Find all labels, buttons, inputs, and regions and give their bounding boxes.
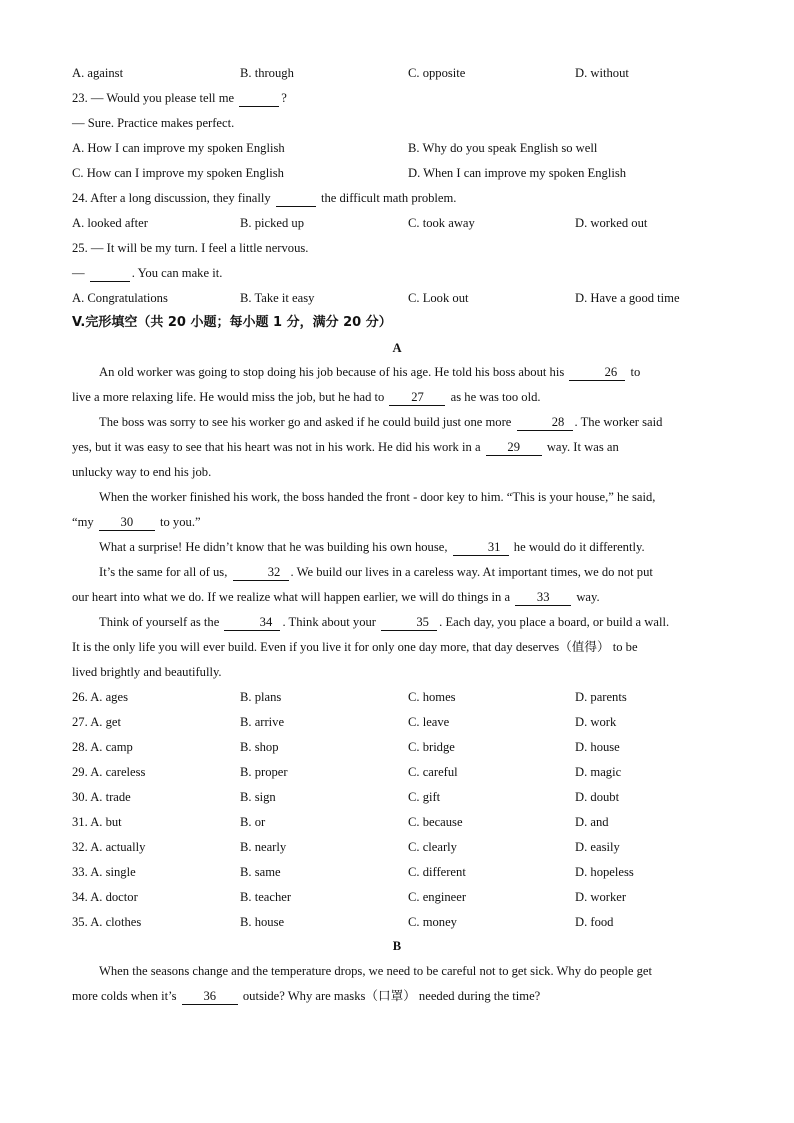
blank-26: 26 (569, 364, 625, 381)
blank-28: 28 (517, 414, 573, 431)
option-b: B. proper (240, 765, 288, 779)
passage-b-label: B (392, 939, 402, 953)
option-c: C. gift (408, 790, 441, 804)
option-c: C. How can I improve my spoken English (72, 166, 284, 180)
option-a: 35. A. clothes (72, 915, 142, 929)
option-d: D. and (575, 815, 609, 829)
q23-reply: — Sure. Practice makes perfect. (72, 116, 235, 130)
option-b: B. Why do you speak English so well (408, 141, 598, 155)
option-row (72, 810, 722, 835)
option-d: D. When I can improve my spoken English (408, 166, 627, 180)
option-row (72, 685, 722, 710)
q25-reply: — . You can make it. (72, 266, 223, 280)
q24-stem: 24. After a long discussion, they finally the difficult math problem. (72, 191, 457, 205)
option-b: B. or (240, 815, 266, 829)
option-a: 27. A. get (72, 715, 121, 729)
option-row (72, 785, 722, 810)
option-c: C. took away (408, 216, 475, 230)
option-b: B. same (240, 865, 281, 879)
q24-options (72, 211, 722, 236)
option-c: C. opposite (408, 66, 466, 80)
option-d: D. parents (575, 690, 627, 704)
passage-line: When the worker finished his work, the boss handed the front - door key to him. “This is your house,” he said, (99, 490, 656, 504)
passage-line: our heart into what we do. If we realize what will happen earlier, we will do things in a 33 way. (72, 590, 600, 604)
option-d: D. house (575, 740, 620, 754)
option-c: C. engineer (408, 890, 467, 904)
option-a: A. How I can improve my spoken English (72, 141, 285, 155)
blank-27: 27 (389, 389, 445, 406)
option-b: B. Take it easy (240, 291, 315, 305)
option-row (72, 735, 722, 760)
passage-line: lived brightly and beautifully. (72, 665, 222, 679)
passage-line: The boss was sorry to see his worker go and asked if he could build just one more 28 . The worker said (99, 415, 663, 429)
option-row (72, 910, 722, 935)
q25-options (72, 286, 722, 311)
option-b: B. teacher (240, 890, 292, 904)
option-a: 29. A. careless (72, 765, 146, 779)
option-row (72, 860, 722, 885)
option-a: 31. A. but (72, 815, 122, 829)
q23-options-row1 (72, 136, 722, 161)
passage-line: Think of yourself as the 34 . Think about your 35 . Each day, you place a board, or build a wall. (99, 615, 670, 629)
option-b: B. sign (240, 790, 276, 804)
option-a: A. against (72, 66, 124, 80)
option-b: B. picked up (240, 216, 305, 230)
option-a: 28. A. camp (72, 740, 133, 754)
option-d: D. easily (575, 840, 620, 854)
option-d: D. food (575, 915, 614, 929)
option-c: C. money (408, 915, 457, 929)
q22-options (72, 61, 722, 86)
option-row (72, 710, 722, 735)
option-row (72, 835, 722, 860)
option-c: C. homes (408, 690, 456, 704)
q23-options-row2 (72, 161, 722, 186)
passage-line: live a more relaxing life. He would miss the job, but he had to 27 as he was too old. (72, 390, 541, 404)
passage-line: It’s the same for all of us, 32 . We build our lives in a careless way. At important times, we do not put (99, 565, 653, 579)
option-d: D. worked out (575, 216, 648, 230)
option-b: B. plans (240, 690, 282, 704)
option-a: 26. A. ages (72, 690, 128, 704)
option-c: C. careful (408, 765, 458, 779)
passage-line: “my 30 to you.” (72, 515, 201, 529)
answer-blank (90, 265, 130, 282)
passage-line: When the seasons change and the temperature drops, we need to be careful not to get sick. Why do people get (99, 964, 652, 978)
option-d: D. worker (575, 890, 627, 904)
passage-line: unlucky way to end his job. (72, 465, 212, 479)
option-b: B. through (240, 66, 294, 80)
option-a: 34. A. doctor (72, 890, 138, 904)
passage-line: more colds when it’s 36 outside? Why are masks（口罩） needed during the time? (72, 989, 541, 1003)
option-b: B. nearly (240, 840, 287, 854)
option-a: 32. A. actually (72, 840, 146, 854)
option-a: 30. A. trade (72, 790, 131, 804)
option-a: A. looked after (72, 216, 148, 230)
blank-33: 33 (515, 589, 571, 606)
blank-29: 29 (486, 439, 542, 456)
option-row (72, 885, 722, 910)
option-c: C. bridge (408, 740, 455, 754)
passage-line: yes, but it was easy to see that his heart was not in his work. He did his work in a 29 way. It was an (72, 440, 619, 454)
option-row (72, 760, 722, 785)
option-c: C. clearly (408, 840, 457, 854)
option-d: D. hopeless (575, 865, 634, 879)
option-c: C. different (408, 865, 466, 879)
blank-36: 36 (182, 988, 238, 1005)
passage-line: An old worker was going to stop doing his job because of his age. He told his boss about his 26 to (99, 365, 641, 379)
q25-stem: 25. — It will be my turn. I feel a little nervous. (72, 241, 309, 255)
option-b: B. house (240, 915, 285, 929)
option-d: D. Have a good time (575, 291, 680, 305)
option-c: C. Look out (408, 291, 469, 305)
blank-32: 32 (233, 564, 289, 581)
option-a: A. Congratulations (72, 291, 168, 305)
answer-blank (276, 190, 316, 207)
option-d: D. work (575, 715, 617, 729)
option-b: B. arrive (240, 715, 285, 729)
option-a: 33. A. single (72, 865, 136, 879)
blank-31: 31 (453, 539, 509, 556)
section-title: V.完形填空（共 20 小题；每小题 1 分，满分 20 分） (72, 315, 392, 330)
passage-a-label: A (392, 341, 402, 355)
blank-34: 34 (224, 614, 280, 631)
option-c: C. leave (408, 715, 450, 729)
passage-line: It is the only life you will ever build. Even if you live it for only one day more, that day deserves（值得） to be (72, 640, 638, 654)
option-c: C. because (408, 815, 463, 829)
option-d: D. magic (575, 765, 622, 779)
blank-35: 35 (381, 614, 437, 631)
passage-line: What a surprise! He didn’t know that he was building his own house, 31 he would do it differently. (99, 540, 645, 554)
option-b: B. shop (240, 740, 279, 754)
answer-blank (239, 90, 279, 107)
blank-30: 30 (99, 514, 155, 531)
q23-stem: 23. — Would you please tell me ? (72, 91, 287, 105)
option-d: D. doubt (575, 790, 620, 804)
option-d: D. without (575, 66, 629, 80)
